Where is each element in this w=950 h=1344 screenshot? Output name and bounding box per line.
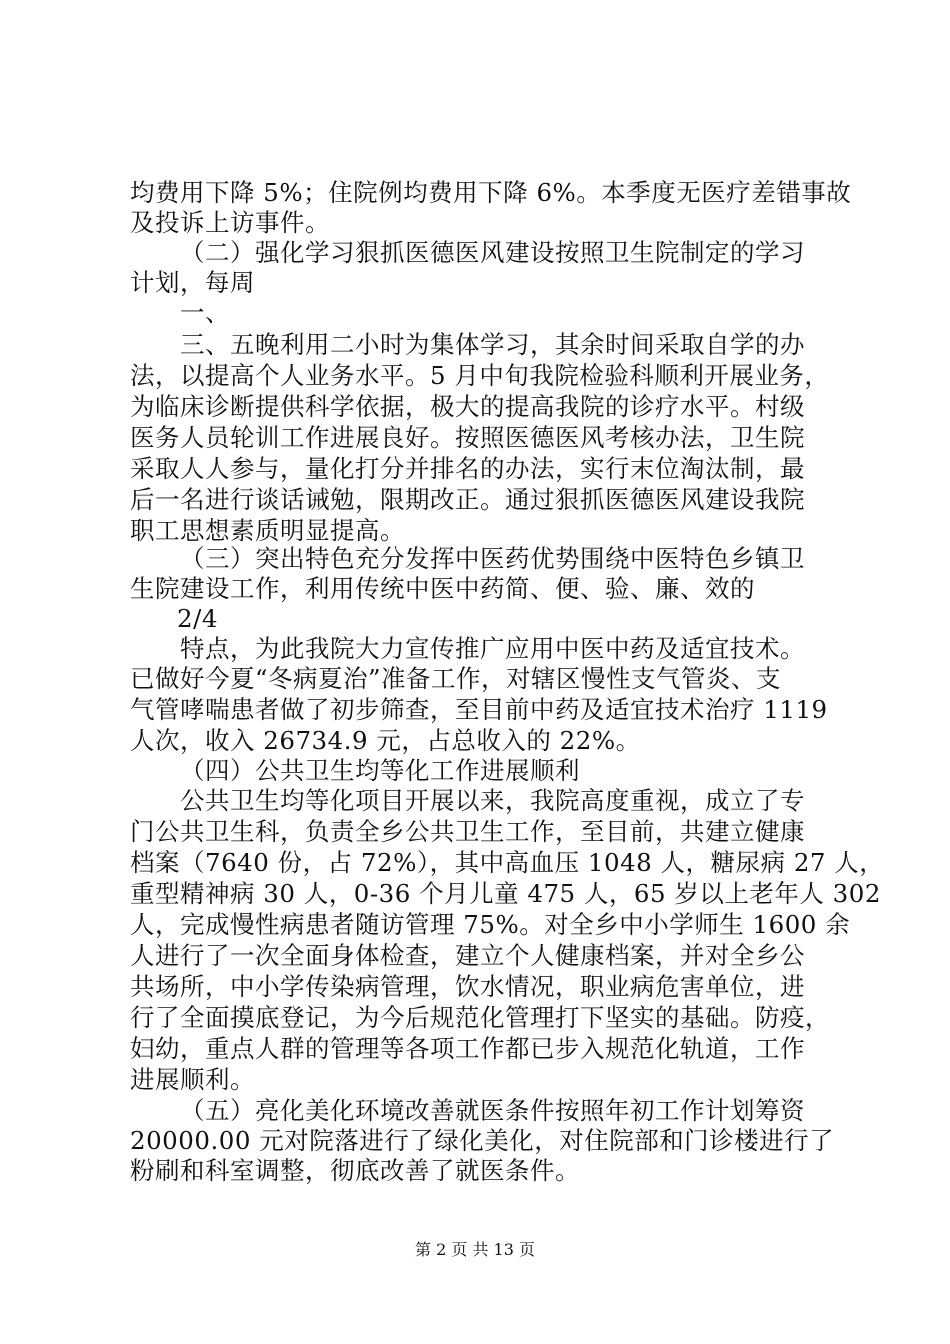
paragraph-line: 特点，为此我院大力宣传推广应用中医中药及适宜技术。	[180, 634, 805, 663]
paragraph-line: 行了全面摸底登记，为今后规范化管理打下坚实的基础。防疫，	[130, 1003, 830, 1032]
paragraph-line: 门公共卫生科，负责全乡公共卫生工作，至目前，共建立健康	[130, 817, 805, 846]
paragraph-line: 公共卫生均等化项目开展以来，我院高度重视，成立了专	[180, 786, 805, 815]
paragraph-line: 人，完成慢性病患者随访管理 75%。对全乡中小学师生 1600 余	[130, 910, 851, 939]
paragraph-line: 后一名进行谈话诫勉，限期改正。通过狠抓医德医风建设我院	[130, 485, 805, 514]
paragraph-line: 三、五晚利用二小时为集体学习，其余时间采取自学的办	[180, 330, 805, 359]
paragraph-line: 及投诉上访事件。	[130, 208, 330, 237]
paragraph-line: 采取人人参与，量化打分并排名的办法，实行末位淘汰制，最	[130, 454, 805, 483]
page-footer: 第 2 页 共 13 页	[415, 1240, 535, 1259]
paragraph-line: 重型精神病 30 人，0-36 个月儿童 475 人，65 岁以上老年人 302	[130, 879, 881, 908]
section-heading: （二）强化学习狠抓医德医风建设按照卫生院制定的学习	[180, 238, 805, 267]
paragraph-line: 为临床诊断提供科学依据，极大的提高我院的诊疗水平。村级	[130, 392, 805, 421]
paragraph-line: 气管哮喘患者做了初步筛查，至目前中药及适宜技术治疗 1119	[130, 695, 828, 724]
paragraph-line: 医务人员轮训工作进展良好。按照医德医风考核办法，卫生院	[130, 423, 805, 452]
paragraph-line: 粉刷和科室调整，彻底改善了就医条件。	[130, 1156, 580, 1185]
paragraph-line: 均费用下降 5%；住院例均费用下降 6%。本季度无医疗差错事故	[130, 178, 852, 207]
inline-page-marker: 2/4	[177, 604, 218, 633]
paragraph-line: 人进行了一次全面身体检查，建立个人健康档案，并对全乡公	[130, 941, 805, 970]
section-heading: （四）公共卫生均等化工作进展顺利	[180, 756, 580, 785]
paragraph-line: 档案（7640 份，占 72%），其中高血压 1048 人，糖尿病 27 人，	[130, 848, 885, 877]
paragraph-line: 人次，收入 26734.9 元，占总收入的 22%。	[130, 726, 641, 755]
section-heading: （五）亮化美化环境改善就医条件按照年初工作计划筹资	[180, 1096, 805, 1125]
paragraph-line: 进展顺利。	[130, 1065, 255, 1094]
paragraph-line: 已做好今夏“冬病夏治”准备工作，对辖区慢性支气管炎、支	[130, 664, 782, 693]
paragraph-line: 20000.00 元对院落进行了绿化美化，对住院部和门诊楼进行了	[130, 1126, 835, 1155]
paragraph-line: 生院建设工作，利用传统中医中药简、便、验、廉、效的	[130, 574, 755, 603]
section-heading: （三）突出特色充分发挥中医药优势围绕中医特色乡镇卫	[180, 544, 805, 573]
paragraph-line: 职工思想素质明显提高。	[130, 516, 405, 545]
paragraph-line: 法，以提高个人业务水平。5 月中旬我院检验科顺利开展业务，	[130, 361, 830, 390]
paragraph-line: 共场所，中小学传染病管理，饮水情况，职业病危害单位，进	[130, 972, 805, 1001]
paragraph-line: 妇幼，重点人群的管理等各项工作都已步入规范化轨道，工作	[130, 1034, 805, 1063]
paragraph-line: 一、	[180, 298, 230, 327]
paragraph-line: 计划，每周	[130, 268, 255, 297]
